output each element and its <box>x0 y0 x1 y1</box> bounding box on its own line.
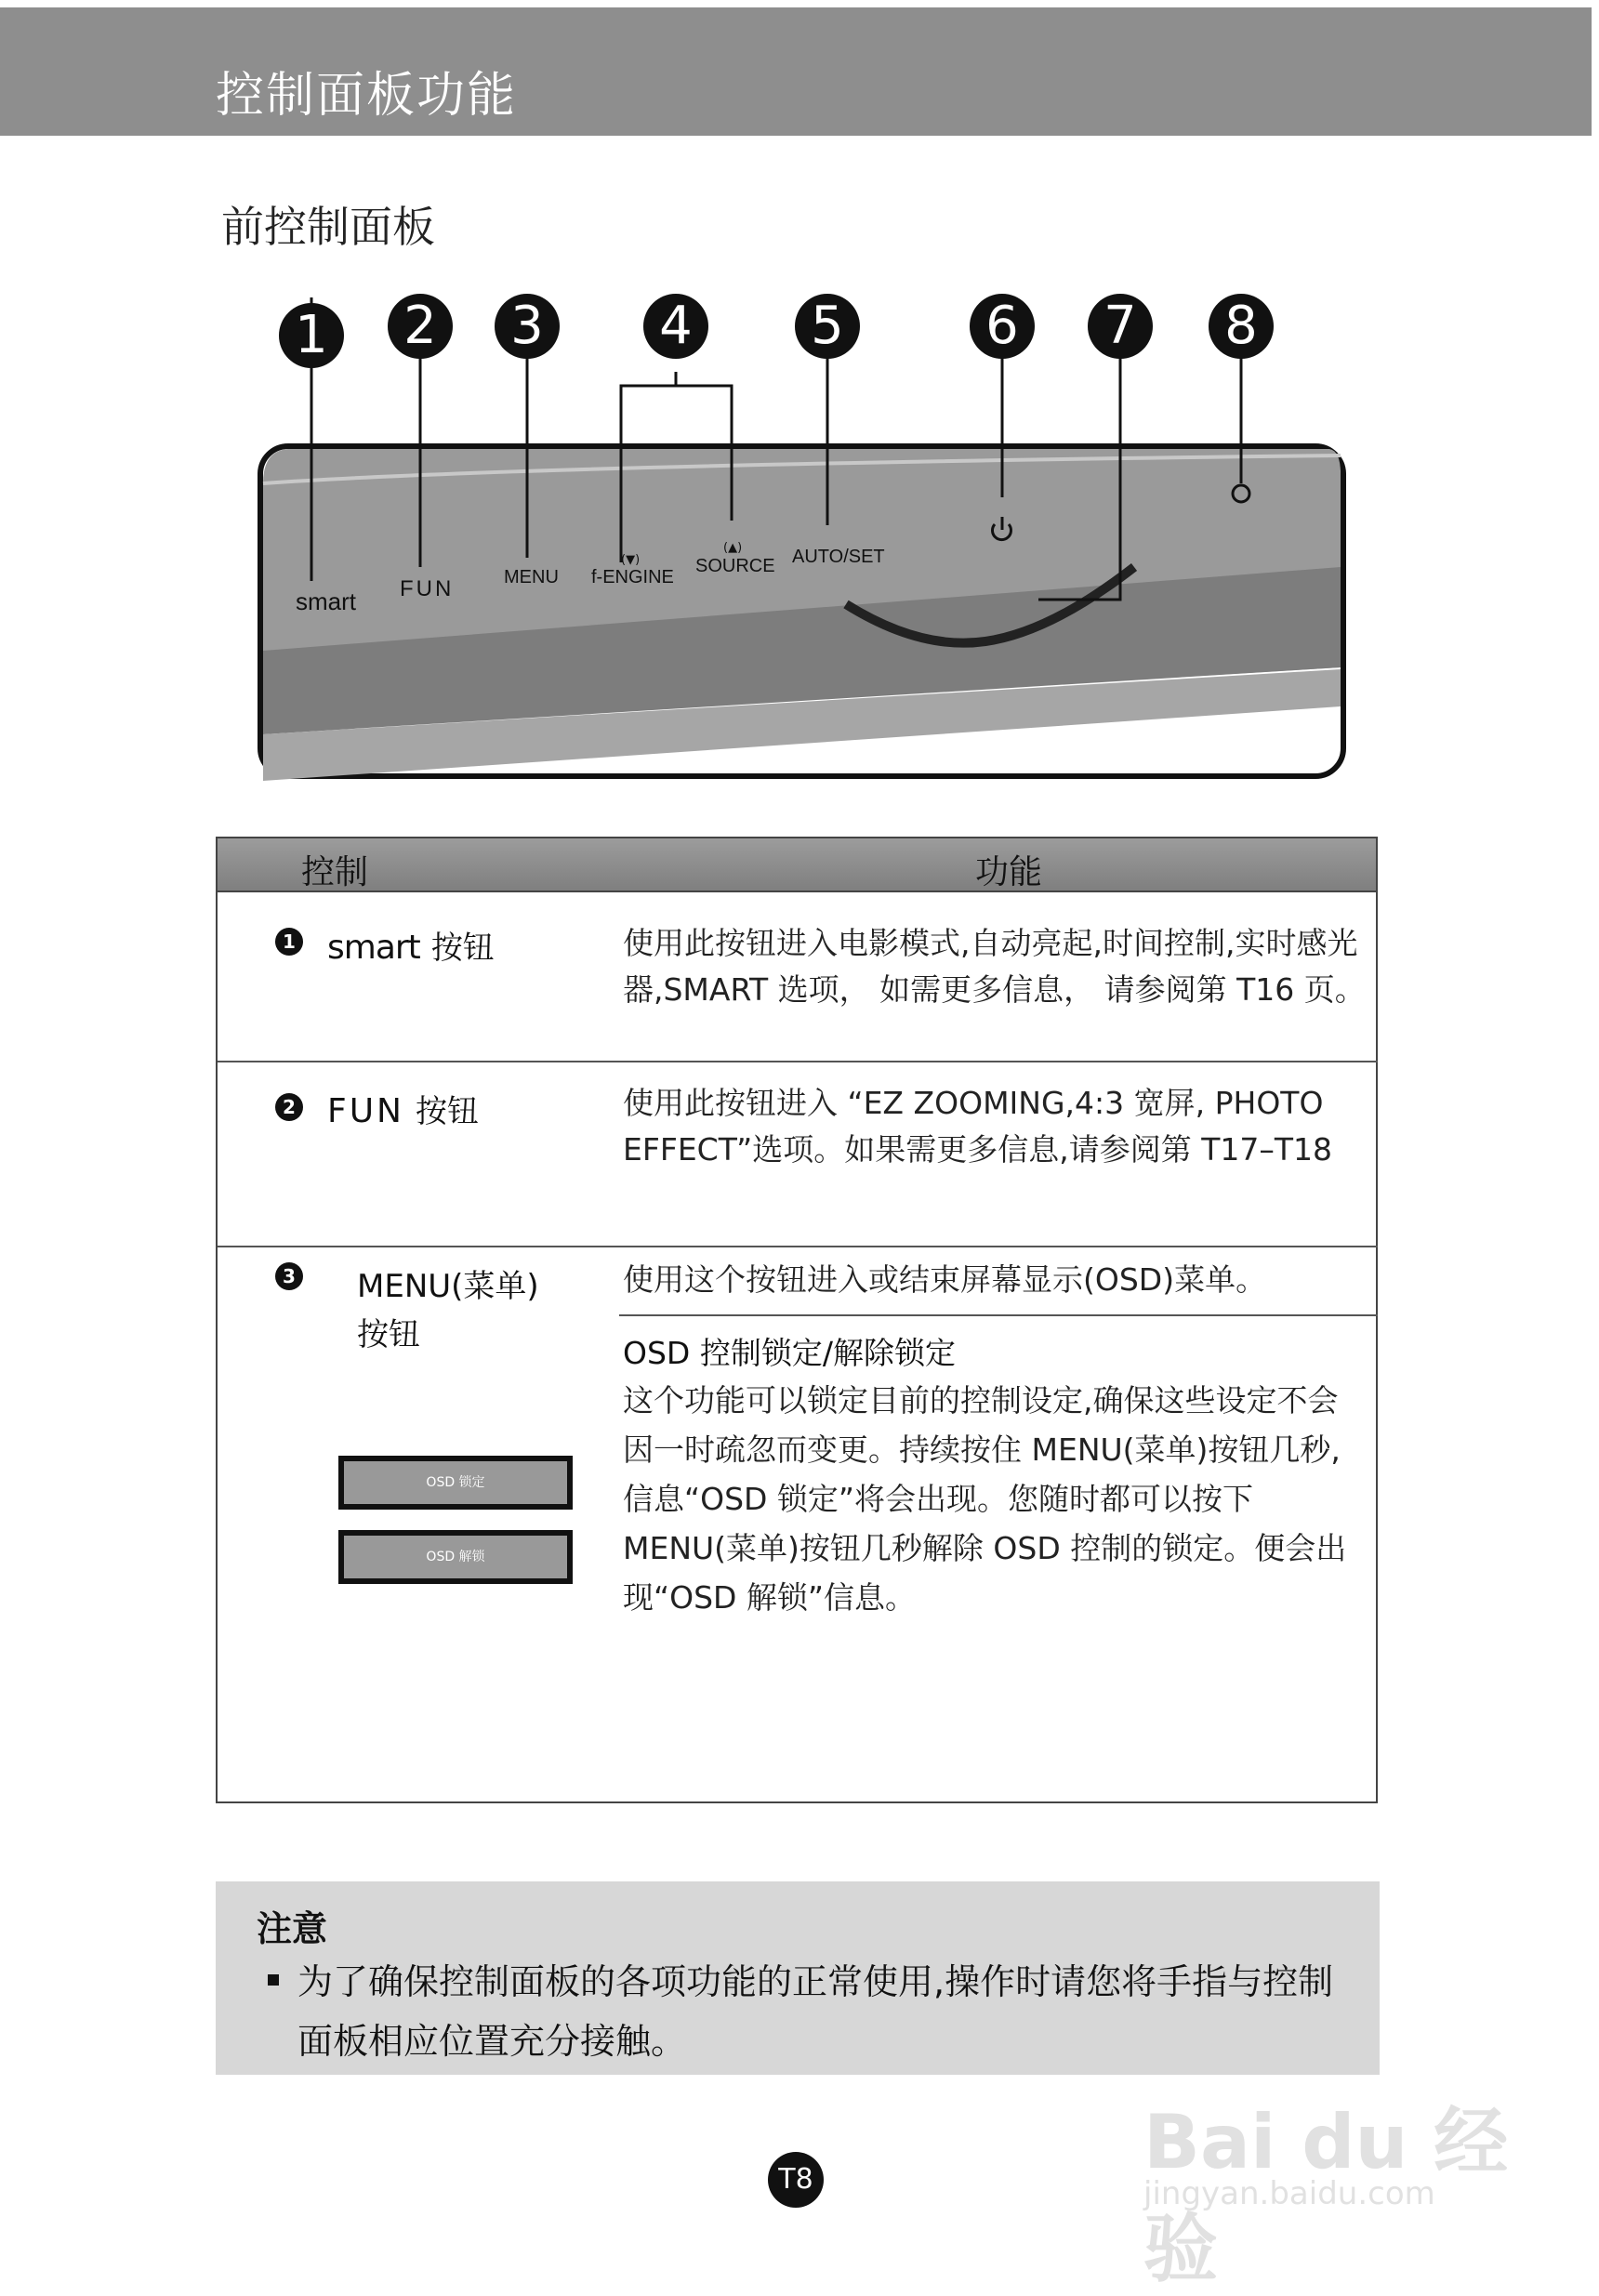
row-divider <box>218 1061 1378 1062</box>
f-engine-button-label[interactable]: f-ENGINE <box>591 567 674 587</box>
fun-button-name <box>327 1086 479 1131</box>
osd-unlocked-text: OSD 解锁 <box>344 1536 567 1578</box>
smart-description: 使用此按钮进入电影模式,自动亮起,时间控制,实时感光器,SMART 选项， 如需更多信息， 请参阅第 T16 页。 <box>623 925 1366 1008</box>
menu-button-label[interactable]: MENU <box>504 567 559 587</box>
panel-illustration <box>251 297 1367 781</box>
down-arrow-mark: (▼) <box>621 553 641 567</box>
osd-locked-text: OSD 锁定 <box>344 1461 567 1504</box>
header-control: 控制 <box>301 853 369 891</box>
auto-set-button-label[interactable]: AUTO/SET <box>792 547 885 567</box>
baidu-watermark <box>1134 2054 1525 2292</box>
front-panel-diagram <box>251 297 1367 781</box>
callout-2: 2 <box>388 294 453 359</box>
row-divider <box>218 1246 1378 1247</box>
table-body <box>216 891 1378 1803</box>
osd-locked-message <box>338 1456 573 1510</box>
page-number: T8 <box>768 2152 824 2208</box>
watermark-url: jingyan.baidu.com <box>1143 2175 1435 2212</box>
osd-unlocked-message <box>338 1530 573 1584</box>
menu-description: 使用这个按钮进入或结束屏幕显示(OSD)菜单。 <box>623 1261 1267 1298</box>
note-text: 为了确保控制面板的各项功能的正常使用,操作时请您将手指与控制面板相应位置充分接触。 <box>297 1961 1334 2062</box>
source-button-label[interactable]: SOURCE <box>695 556 775 576</box>
section-title: 前控制面板 <box>221 202 435 252</box>
inner-divider <box>619 1314 1378 1316</box>
callout-4: 4 <box>643 294 708 359</box>
callout-5: 5 <box>795 294 860 359</box>
table-header <box>216 837 1378 892</box>
row-number-1: 1 <box>275 928 303 956</box>
callout-8: 8 <box>1209 294 1274 359</box>
callout-7: 7 <box>1088 294 1153 359</box>
button-word: 按钮 <box>430 930 495 967</box>
menu-button-name-line2: 按钮 <box>357 1316 420 1353</box>
row-number-2: 2 <box>275 1093 303 1121</box>
note-title: 注意 <box>257 1908 328 1949</box>
row-number-3: 3 <box>275 1262 303 1290</box>
watermark-brand: Bai du 经验 <box>1143 2099 1509 2292</box>
callout-6: 6 <box>970 294 1035 359</box>
fun-description: 使用此按钮进入 “EZ ZOOMING,4:3 宽屏, PHOTO EFFECT”选项。如果需更多信息,请参阅第 T17–T18 <box>623 1085 1333 1168</box>
fun-button-label[interactable]: FUN <box>400 576 455 601</box>
menu-button-name-line1: MENU(菜单) <box>357 1268 539 1305</box>
callout-1: 1 <box>279 303 344 368</box>
fun-logo: FUN <box>327 1092 404 1130</box>
osd-lock-title: OSD 控制锁定/解除锁定 <box>623 1335 956 1371</box>
smart-logo: smart <box>327 929 420 967</box>
button-word: 按钮 <box>416 1093 479 1130</box>
smart-button-label[interactable]: smart <box>296 587 356 615</box>
callout-3: 3 <box>495 294 560 359</box>
page-header-title: 控制面板功能 <box>216 68 518 124</box>
note-bullet-icon <box>268 1974 279 1986</box>
osd-lock-description: 这个功能可以锁定目前的控制设定,确保这些设定不会因一时疏忽而变更。持续按住 MENU(菜单)按钮几秒,信息“OSD 锁定”将会出现。您随时都可以按下 MENU(菜单)按钮几秒解除 OSD 控制的锁定。便会出现“OSD 解锁”信息。 <box>623 1382 1347 1616</box>
up-arrow-mark: (▲) <box>723 541 743 555</box>
header-function: 功能 <box>975 853 1043 891</box>
smart-button-name <box>327 922 495 968</box>
note-box <box>216 1881 1380 2075</box>
